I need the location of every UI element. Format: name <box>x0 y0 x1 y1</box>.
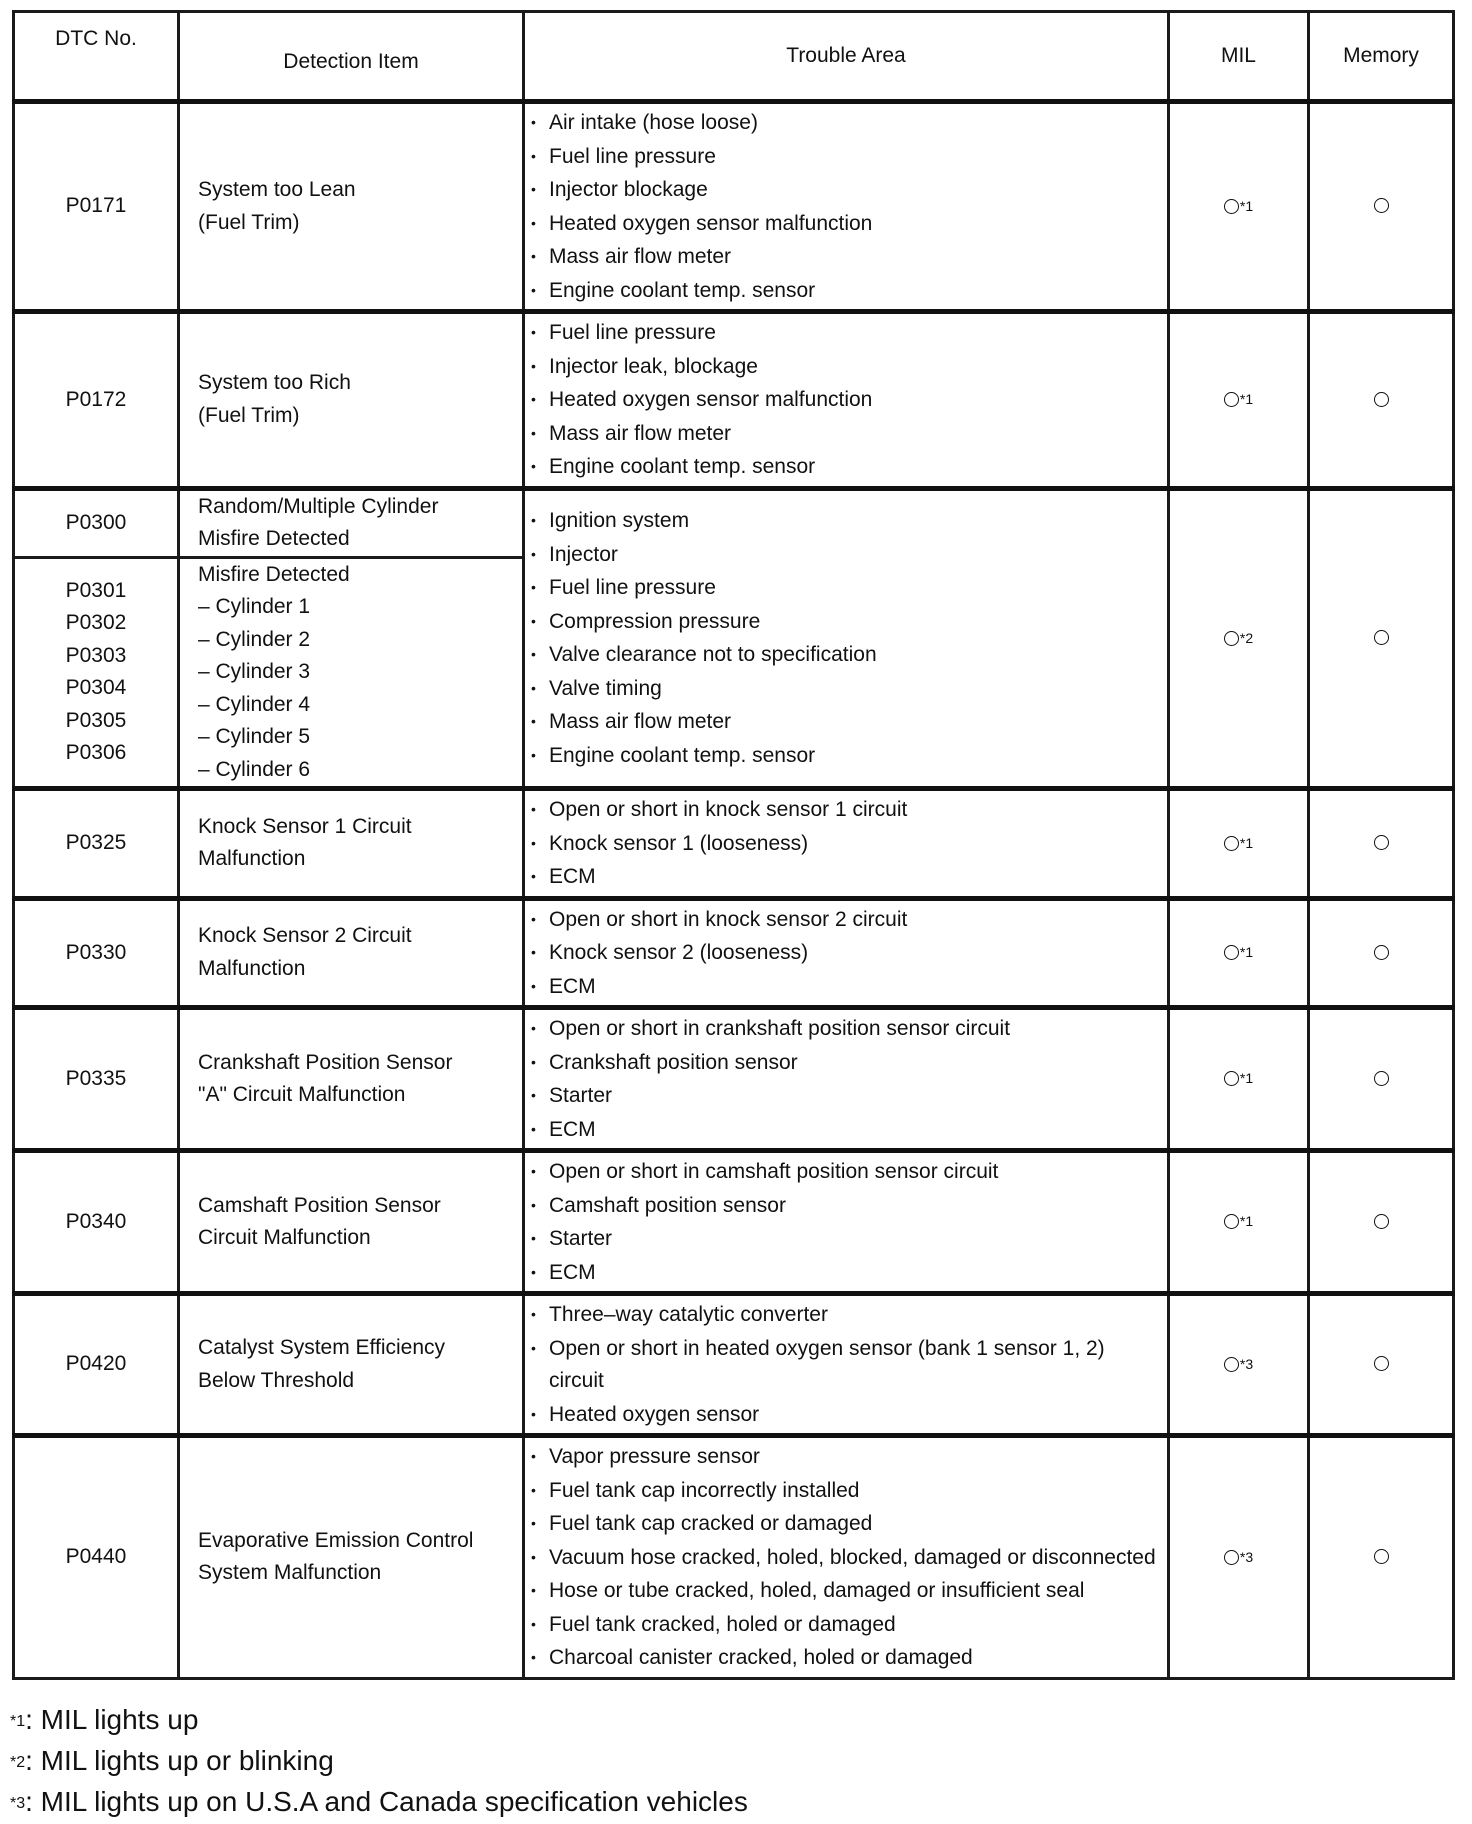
table-row <box>14 789 1454 899</box>
mil-cell <box>1169 488 1309 789</box>
trouble-area-item: • ECM <box>531 1256 1163 1290</box>
detection-item-text: – Cylinder 6 <box>198 757 311 781</box>
dtc-code: P0340 <box>65 1209 127 1233</box>
trouble-area-item: • Air intake (hose loose) <box>531 106 1163 140</box>
detection-item-text: Malfunction <box>198 847 306 871</box>
detection-item-text: Evaporative Emission Control <box>198 1528 474 1552</box>
trouble-area-item: • Starter <box>531 1222 1163 1256</box>
table-row <box>14 312 1454 489</box>
detection-item-text: System too Rich <box>198 371 351 395</box>
mil-cell <box>1169 1008 1309 1151</box>
detection-item-cell <box>179 1294 524 1436</box>
mil-circle-icon <box>1224 1071 1239 1086</box>
mil-circle-icon <box>1224 836 1239 851</box>
mil-note: *1 <box>1239 944 1254 960</box>
trouble-area-cell <box>524 789 1169 899</box>
header-row <box>14 12 1454 102</box>
detection-item-text: Malfunction <box>198 956 306 980</box>
trouble-area-item: • Mass air flow meter <box>531 417 1163 451</box>
memory-cell <box>1309 1151 1454 1294</box>
detection-item-text: Misfire Detected <box>198 527 350 550</box>
detection-item-text: Knock Sensor 1 Circuit <box>198 814 412 838</box>
trouble-area-item: • ECM <box>531 970 1163 1004</box>
mil-cell <box>1169 898 1309 1008</box>
dtc-code: P0303 <box>65 643 127 667</box>
trouble-area-item: • Injector <box>531 538 1163 572</box>
header-detection-item: Detection Item <box>179 12 524 102</box>
dtc-cell <box>14 102 179 312</box>
memory-cell <box>1309 789 1454 899</box>
detection-item-text: Below Threshold <box>198 1368 355 1392</box>
mil-note: *1 <box>1239 834 1254 851</box>
trouble-area-item: • Mass air flow meter <box>531 240 1163 274</box>
memory-circle-icon <box>1374 1071 1389 1086</box>
detection-item-text: Circuit Malfunction <box>198 1226 371 1249</box>
dtc-code: P0300 <box>65 510 127 534</box>
header-dtc-no: DTC No. <box>14 12 179 102</box>
detection-item-cell <box>179 1151 524 1294</box>
trouble-area-cell <box>524 1008 1169 1151</box>
mil-cell <box>1169 312 1309 489</box>
mil-note: *2 <box>1239 629 1254 646</box>
mil-note: *3 <box>1239 1355 1254 1372</box>
dtc-cell <box>14 1151 179 1294</box>
detection-item-text: Random/Multiple Cylinder <box>198 494 439 518</box>
memory-cell <box>1309 1436 1454 1679</box>
trouble-area-item: • Starter <box>531 1079 1163 1113</box>
trouble-area-cell <box>524 488 1169 789</box>
table-row <box>14 1008 1454 1151</box>
dtc-code: P0302 <box>65 611 127 635</box>
dtc-code: P0172 <box>65 387 127 411</box>
trouble-area-item: • Heated oxygen sensor malfunction <box>531 207 1163 241</box>
trouble-area-item: • Vacuum hose cracked, holed, blocked, damaged or disconnected <box>531 1541 1163 1575</box>
detection-item-cell <box>179 1008 524 1151</box>
trouble-area-cell <box>524 102 1169 312</box>
footnote-text: : MIL lights up <box>25 1704 199 1735</box>
trouble-area-item: • Valve timing <box>531 672 1163 706</box>
dtc-cell <box>14 1294 179 1436</box>
detection-item-text: – Cylinder 2 <box>198 627 311 651</box>
mil-cell <box>1169 1151 1309 1294</box>
dtc-cell <box>14 898 179 1008</box>
memory-circle-icon <box>1374 630 1389 645</box>
trouble-area-item: • Open or short in heated oxygen sensor (bank 1 sensor 1, 2) circuit <box>531 1332 1163 1398</box>
trouble-area-item: • Three–way catalytic converter <box>531 1298 1163 1332</box>
memory-circle-icon <box>1374 1356 1389 1371</box>
footnote <box>10 1700 748 1741</box>
table-row <box>14 488 1454 557</box>
footnotes <box>10 1700 748 1823</box>
memory-cell <box>1309 102 1454 312</box>
detection-item-cell <box>179 102 524 312</box>
trouble-area-cell <box>524 898 1169 1008</box>
trouble-area-item: • Valve clearance not to specification <box>531 638 1163 672</box>
mil-circle-icon <box>1224 199 1239 214</box>
detection-item-text: – Cylinder 3 <box>198 660 311 683</box>
dtc-code: P0301 <box>65 578 127 602</box>
dtc-cell <box>14 1436 179 1679</box>
trouble-area-item: • Open or short in camshaft position sensor circuit <box>531 1155 1163 1189</box>
trouble-area-cell <box>524 312 1169 489</box>
memory-cell <box>1309 1294 1454 1436</box>
detection-item-text: Camshaft Position Sensor <box>198 1193 441 1217</box>
detection-item-text: Crankshaft Position Sensor <box>198 1050 453 1074</box>
trouble-area-item: • Heated oxygen sensor malfunction <box>531 383 1163 417</box>
trouble-area-item: • Vapor pressure sensor <box>531 1440 1163 1474</box>
trouble-area-cell <box>524 1436 1169 1679</box>
trouble-area-item: • Heated oxygen sensor <box>531 1398 1163 1432</box>
dtc-code: P0330 <box>65 940 127 964</box>
dtc-code: P0304 <box>65 676 127 700</box>
trouble-area-item: • Ignition system <box>531 504 1163 538</box>
mil-note: *1 <box>1239 391 1254 407</box>
mil-circle-icon <box>1224 392 1239 407</box>
trouble-area-item: • Knock sensor 1 (looseness) <box>531 827 1163 861</box>
dtc-code: P0306 <box>65 741 127 765</box>
dtc-code: P0305 <box>65 708 127 732</box>
dtc-code: P0440 <box>65 1545 127 1568</box>
detection-item-cell <box>179 488 524 557</box>
memory-cell <box>1309 488 1454 789</box>
mil-circle-icon <box>1224 631 1239 646</box>
mil-note: *1 <box>1239 1213 1254 1230</box>
header-trouble-area: Trouble Area <box>524 12 1169 102</box>
detection-item-text: (Fuel Trim) <box>198 210 300 234</box>
trouble-area-item: • Mass air flow meter <box>531 705 1163 739</box>
table-row <box>14 1151 1454 1294</box>
mil-circle-icon <box>1224 1214 1239 1229</box>
memory-circle-icon <box>1374 835 1389 850</box>
mil-cell <box>1169 1294 1309 1436</box>
trouble-area-item: • Charcoal canister cracked, holed or damaged <box>531 1641 1163 1675</box>
header-mil: MIL <box>1169 12 1309 102</box>
trouble-area-item: • Open or short in knock sensor 1 circuit <box>531 793 1163 827</box>
footnote-text: : MIL lights up on U.S.A and Canada specification vehicles <box>25 1786 748 1817</box>
dtc-table <box>12 10 1455 1680</box>
mil-circle-icon <box>1224 945 1239 960</box>
trouble-area-item: • Open or short in knock sensor 2 circuit <box>531 903 1163 937</box>
dtc-code: P0420 <box>65 1352 127 1376</box>
trouble-area-item: • Fuel line pressure <box>531 571 1163 605</box>
trouble-area-item: • ECM <box>531 1113 1163 1147</box>
footnote-mark: *1 <box>10 1713 26 1730</box>
table-row <box>14 102 1454 312</box>
trouble-area-item: • Compression pressure <box>531 605 1163 639</box>
table-row <box>14 898 1454 1008</box>
trouble-area-item: • ECM <box>531 860 1163 894</box>
memory-circle-icon <box>1374 1214 1389 1229</box>
trouble-area-item: • Fuel tank cap cracked or damaged <box>531 1507 1163 1541</box>
table-row <box>14 1294 1454 1436</box>
detection-item-text: System too Lean <box>198 178 356 201</box>
memory-circle-icon <box>1374 198 1389 213</box>
footnote <box>10 1782 748 1823</box>
mil-note: *1 <box>1239 1070 1254 1087</box>
detection-item-cell <box>179 557 524 789</box>
mil-cell <box>1169 102 1309 312</box>
trouble-area-item: • Fuel line pressure <box>531 140 1163 174</box>
mil-note: *1 <box>1239 197 1254 214</box>
detection-item-text: "A" Circuit Malfunction <box>198 1083 406 1106</box>
memory-circle-icon <box>1374 1549 1389 1564</box>
mil-cell <box>1169 789 1309 899</box>
trouble-area-item: • Engine coolant temp. sensor <box>531 450 1163 484</box>
detection-item-text: – Cylinder 1 <box>198 595 311 618</box>
memory-cell <box>1309 312 1454 489</box>
detection-item-cell <box>179 312 524 489</box>
footnote-mark: *3 <box>10 1795 26 1812</box>
trouble-area-item: • Camshaft position sensor <box>531 1189 1163 1223</box>
detection-item-text: (Fuel Trim) <box>198 403 300 427</box>
dtc-cell <box>14 488 179 557</box>
trouble-area-item: • Crankshaft position sensor <box>531 1046 1163 1080</box>
detection-item-text: – Cylinder 4 <box>198 692 311 716</box>
table-row <box>14 1436 1454 1679</box>
dtc-code: P0335 <box>65 1066 127 1090</box>
memory-cell <box>1309 1008 1454 1151</box>
detection-item-cell <box>179 789 524 899</box>
trouble-area-item: • Fuel line pressure <box>531 316 1163 350</box>
memory-circle-icon <box>1374 945 1389 960</box>
trouble-area-item: • Fuel tank cap incorrectly installed <box>531 1474 1163 1508</box>
detection-item-cell <box>179 1436 524 1679</box>
detection-item-text: Misfire Detected <box>198 562 350 586</box>
detection-item-cell <box>179 898 524 1008</box>
dtc-cell <box>14 1008 179 1151</box>
mil-note: *3 <box>1239 1548 1254 1565</box>
dtc-cell <box>14 789 179 899</box>
trouble-area-item: • Knock sensor 2 (looseness) <box>531 936 1163 970</box>
trouble-area-cell <box>524 1151 1169 1294</box>
mil-circle-icon <box>1224 1550 1239 1565</box>
detection-item-text: Catalyst System Efficiency <box>198 1336 446 1359</box>
trouble-area-item: • Injector blockage <box>531 173 1163 207</box>
dtc-cell <box>14 557 179 789</box>
trouble-area-item: • Engine coolant temp. sensor <box>531 739 1163 773</box>
memory-circle-icon <box>1374 392 1389 407</box>
trouble-area-item: • Open or short in crankshaft position sensor circuit <box>531 1012 1163 1046</box>
trouble-area-cell <box>524 1294 1169 1436</box>
footnote-text: : MIL lights up or blinking <box>25 1745 334 1776</box>
dtc-cell <box>14 312 179 489</box>
mil-circle-icon <box>1224 1357 1239 1372</box>
trouble-area-item: • Injector leak, blockage <box>531 350 1163 384</box>
header-memory: Memory <box>1309 12 1454 102</box>
detection-item-text: Knock Sensor 2 Circuit <box>198 924 412 948</box>
dtc-code: P0171 <box>65 194 127 218</box>
trouble-area-item: • Engine coolant temp. sensor <box>531 274 1163 308</box>
detection-item-text: – Cylinder 5 <box>198 725 311 748</box>
trouble-area-item: • Hose or tube cracked, holed, damaged or insufficient seal <box>531 1574 1163 1608</box>
footnote-mark: *2 <box>10 1754 26 1771</box>
mil-cell <box>1169 1436 1309 1679</box>
footnote <box>10 1741 748 1782</box>
detection-item-text: System Malfunction <box>198 1561 382 1585</box>
table-body <box>14 102 1454 1679</box>
dtc-code: P0325 <box>65 831 127 854</box>
memory-cell <box>1309 898 1454 1008</box>
trouble-area-item: • Fuel tank cracked, holed or damaged <box>531 1608 1163 1642</box>
